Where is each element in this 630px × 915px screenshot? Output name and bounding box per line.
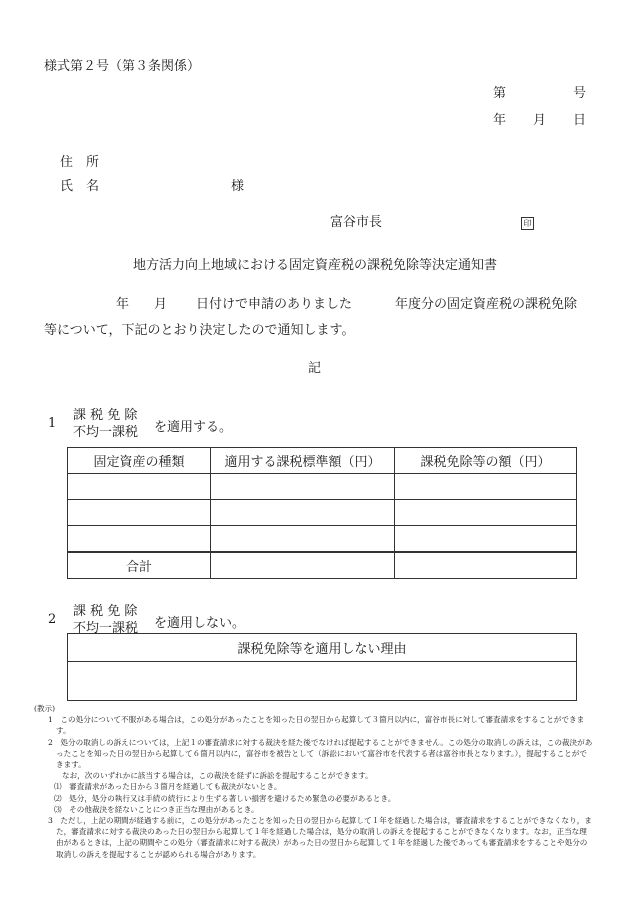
issuer-title: 富谷市長 bbox=[330, 215, 383, 230]
header-exemption-amount: 課税免除等の額（円） bbox=[395, 448, 577, 474]
section1-option-uneven: 不均一課税 bbox=[73, 425, 139, 440]
table-cell bbox=[68, 526, 211, 552]
table-cell bbox=[68, 474, 211, 500]
note-2: 2 処分の取消しの訴えについては，上記１の審査請求に対する裁決を経た後でなければ提起することができません。この処分の取消しの訴えは，この裁決があったことを知った日の翌日から起算して６箇月以内に，富谷市を被告として（訴訟において富谷市を代表する者は富谷市長となります。），提起することができます。 bbox=[48, 737, 593, 770]
address-label: 住 所 bbox=[60, 155, 100, 170]
table-cell bbox=[211, 526, 395, 552]
date-day-label: 日 bbox=[573, 113, 587, 128]
table-row bbox=[68, 526, 577, 552]
header-tax-base: 適用する課税標準額（円） bbox=[211, 448, 395, 474]
table-total-row bbox=[68, 552, 577, 579]
honorific: 様 bbox=[231, 179, 245, 194]
table-cell bbox=[211, 474, 395, 500]
body-text-fiscal-year: 年度分の固定資産税の課税免除 bbox=[395, 297, 578, 312]
note-2-sub: なお，次のいずれかに該当する場合は，この裁決を経ずに訴訟を提起することができます。 bbox=[62, 771, 373, 781]
body-text-application: 日付けで申請のありました bbox=[196, 297, 353, 312]
table-cell bbox=[211, 500, 395, 526]
section1-number: 1 bbox=[48, 416, 57, 431]
table-cell bbox=[395, 474, 577, 500]
reason-row bbox=[68, 662, 577, 701]
total-label: 合計 bbox=[68, 552, 211, 579]
ki-heading: 記 bbox=[308, 361, 322, 376]
document-number-suffix: 号 bbox=[573, 86, 587, 101]
total-exemption-cell bbox=[395, 552, 577, 579]
body-month-label: 月 bbox=[154, 297, 168, 312]
table-cell bbox=[395, 500, 577, 526]
form-id: 様式第２号（第３条関係） bbox=[44, 59, 201, 74]
notes-heading: (教示) bbox=[34, 704, 56, 713]
table-cell bbox=[68, 500, 211, 526]
note-sub-1: ⑴ 審査請求があった日から３箇月を経過しても裁決がないとき。 bbox=[54, 782, 282, 792]
section2-option-exemption: 課 税 免 除 bbox=[73, 604, 138, 619]
instruction-notes bbox=[34, 703, 594, 860]
body-year-label: 年 bbox=[116, 297, 130, 312]
reason-cell bbox=[68, 662, 577, 701]
reason-header-row bbox=[68, 634, 577, 662]
section2-option-uneven: 不均一課税 bbox=[73, 621, 139, 636]
reason-header: 課税免除等を適用しない理由 bbox=[68, 634, 577, 662]
date-month-label: 月 bbox=[533, 113, 547, 128]
name-label: 氏 名 bbox=[60, 179, 100, 194]
reason-table bbox=[67, 633, 577, 701]
note-sub-2: ⑵ 処分，処分の執行又は手続の続行により生ずる著しい損害を避けるため緊急の必要があるとき。 bbox=[54, 793, 396, 803]
section1-option-exemption: 課 税 免 除 bbox=[73, 408, 138, 423]
header-asset-type: 固定資産の種類 bbox=[68, 448, 211, 474]
date-year-label: 年 bbox=[493, 113, 507, 128]
section2-number: 2 bbox=[48, 612, 57, 627]
note-3: 3 ただし，上記の期間が経過する前に，この処分があったことを知った日の翌日から起算して１年を経過した場合は，審査請求をすることができなくなり，また，審査請求に対する裁決のあった日の翌日から起算して１年を経過した場合は，処分の取消しの訴えを提起することができなくなります。なお，正当な理由があるときは，上記の期間やこの処分（審査請求に対する裁決）があった日の翌日から起算して１年を経過した後であっても審査請求をすることや処分の取消しの訴えを提起することが認められる場合があります。 bbox=[48, 816, 592, 859]
table-row bbox=[68, 500, 577, 526]
section2-suffix: を適用しない。 bbox=[154, 616, 246, 631]
table-row bbox=[68, 474, 577, 500]
document-title: 地方活力向上地域における固定資産税の課税免除等決定通知書 bbox=[132, 258, 497, 273]
body-text-line2: 等について，下記のとおり決定したので通知します。 bbox=[44, 323, 355, 338]
table-cell bbox=[395, 526, 577, 552]
seal-mark: 印 bbox=[521, 211, 534, 230]
note-sub-3: ⑶ その他裁決を経ないことにつき正当な理由があるとき。 bbox=[54, 804, 259, 814]
section1-suffix: を適用する。 bbox=[154, 420, 233, 435]
document-number-prefix: 第 bbox=[493, 86, 507, 101]
note-1: 1 この処分について不服がある場合は，この処分があったことを知った日の翌日から起算して３箇月以内に，富谷市長に対して審査請求をすることができます。 bbox=[48, 715, 585, 736]
table-header-row bbox=[68, 448, 577, 474]
asset-table bbox=[67, 447, 577, 579]
total-tax-base-cell bbox=[211, 552, 395, 579]
